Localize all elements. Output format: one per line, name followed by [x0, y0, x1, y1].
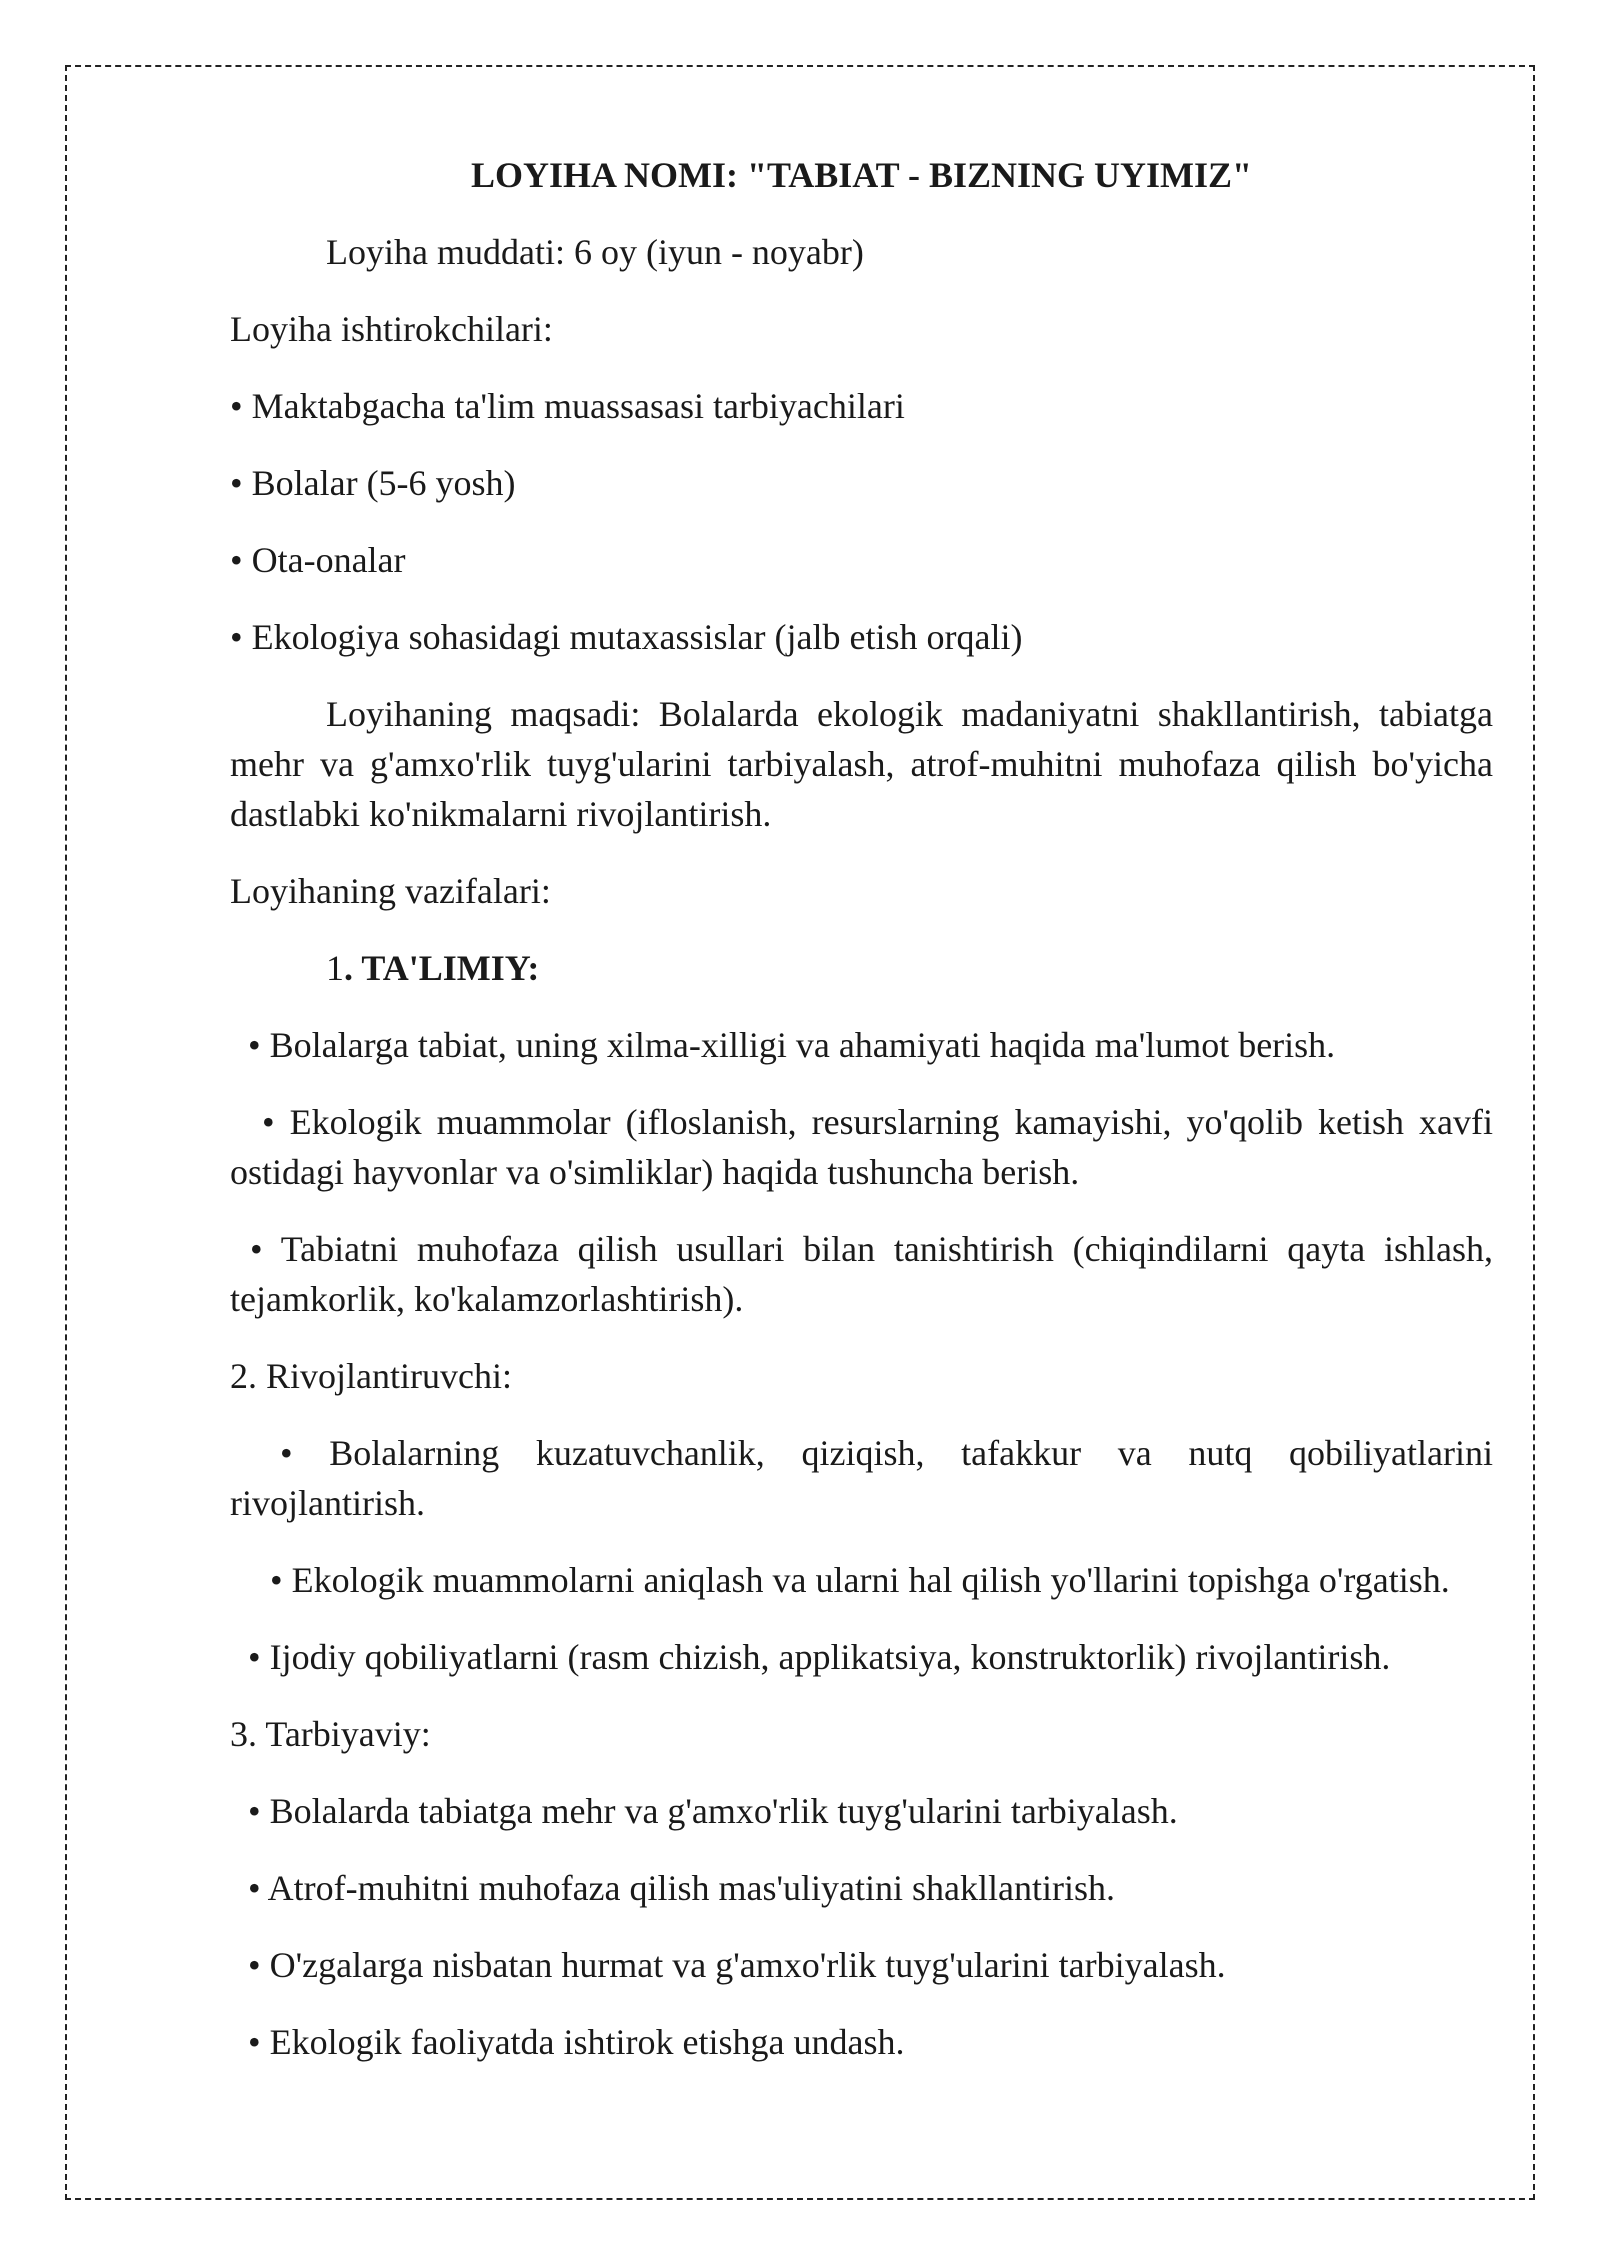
section1-number: 1: [326, 948, 344, 988]
section3-item: • Atrof-muhitni muhofaza qilish mas'uliyatini shakllantirish.: [248, 1868, 1115, 1908]
participant-item: • Maktabgacha ta'lim muassasasi tarbiyachilari: [230, 386, 905, 426]
section1-item: • Bolalarga tabiat, uning xilma-xilligi va ahamiyati haqida ma'lumot berish.: [248, 1025, 1336, 1065]
section3-item: • O'zgalarga nisbatan hurmat va g'amxo'rlik tuyg'ularini tarbiyalash.: [248, 1945, 1226, 1985]
section2-heading: 2. Rivojlantiruvchi:: [230, 1356, 512, 1396]
section1-item: • Ekologik muammolar (ifloslanish, resurslarning kamayishi, yo'qolib ketish xavfi ostidagi hayvonlar va o'simliklar) haqida tushuncha berish.: [230, 1102, 1493, 1192]
section1-label: . TA'LIMIY:: [344, 948, 540, 988]
section3-heading: 3. Tarbiyaviy:: [230, 1714, 431, 1754]
section2-item: • Ekologik muammolarni aniqlash va ularni hal qilish yo'llarini topishga o'rgatish.: [270, 1560, 1450, 1600]
document-body: [230, 150, 1493, 2094]
tasks-heading: Loyihaning vazifalari:: [230, 871, 551, 911]
project-goal: Loyihaning maqsadi: Bolalarda ekologik madaniyatni shakllantirish, tabiatga mehr va g'amxo'rlik tuyg'ularini tarbiyalash, atrof-muhitni muhofaza qilish bo'yicha dastlabki ko'nikmalarni rivojlantirish.: [230, 694, 1493, 834]
section1-item: • Tabiatni muhofaza qilish usullari bilan tanishtirish (chiqindilarni qayta ishlash, tejamkorlik, ko'kalamzorlashtirish).: [230, 1229, 1493, 1319]
section2-item: • Bolalarning kuzatuvchanlik, qiziqish, tafakkur va nutq qobiliyatlarini rivojlantirish.: [230, 1433, 1493, 1523]
participant-item: • Ota-onalar: [230, 540, 406, 580]
section2-item: • Ijodiy qobiliyatlarni (rasm chizish, applikatsiya, konstruktorlik) rivojlantirish.: [248, 1637, 1391, 1677]
participant-item: • Ekologiya sohasidagi mutaxassislar (jalb etish orqali): [230, 617, 1023, 657]
participant-item: • Bolalar (5-6 yosh): [230, 463, 516, 503]
section3-item: • Ekologik faoliyatda ishtirok etishga undash.: [248, 2022, 905, 2062]
section1-heading: [230, 943, 1493, 993]
participants-heading: Loyiha ishtirokchilari:: [230, 309, 553, 349]
project-duration: Loyiha muddati: 6 oy (iyun - noyabr): [326, 232, 864, 272]
document-title: LOYIHA NOMI: "TABIAT - BIZNING UYIMIZ": [470, 155, 1253, 195]
section3-item: • Bolalarda tabiatga mehr va g'amxo'rlik tuyg'ularini tarbiyalash.: [248, 1791, 1178, 1831]
